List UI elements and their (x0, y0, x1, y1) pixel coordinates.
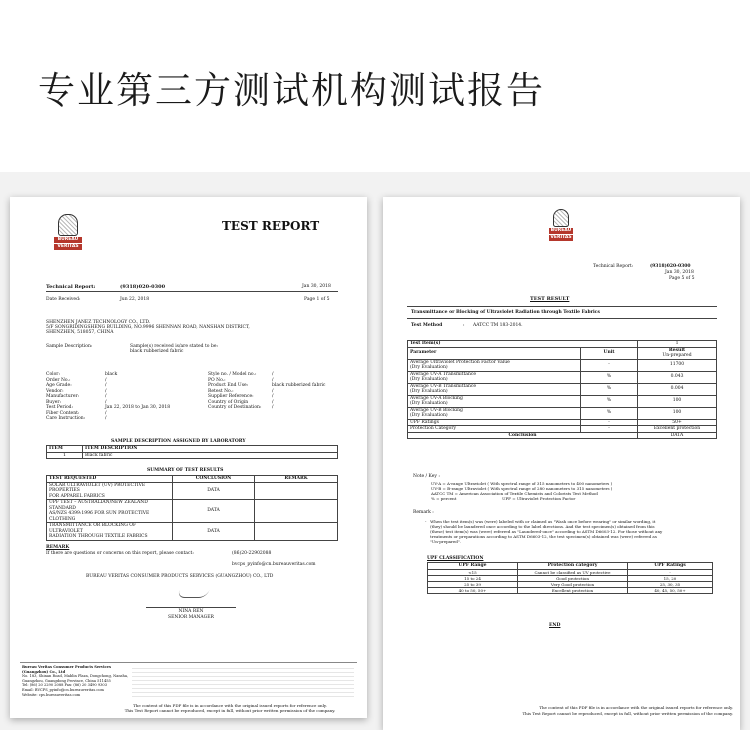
parameter-text: (Dry Evaluation) (410, 377, 448, 382)
note-line: AATCC TM = American Association of Textile Chemists and Colorists Test Method (431, 491, 598, 496)
field-value: / (272, 377, 274, 383)
unit-cell: % (581, 383, 638, 395)
report-date: Jan 30, 2018 (302, 284, 331, 289)
tech-report-number: (9318)020-0300 (120, 284, 166, 290)
upf-cell: 40, 45, 50, 50+ (628, 587, 713, 593)
upf-cell: 40 to 50, 50+ (428, 587, 518, 593)
sample-description-label: Sample Description: (46, 344, 93, 349)
upf-classification-table (427, 562, 713, 594)
test-method-sep: : (463, 323, 465, 328)
field-label: Test Period: (46, 405, 74, 410)
parameter-text: (Dry Evaluation) (410, 413, 448, 418)
unit-cell: % (581, 407, 638, 419)
section-title: Transmittance or Blocking of Ultraviolet Radiation through Textile Fabrics (411, 310, 600, 315)
field-value: / (105, 377, 107, 383)
date-received: Jun 22, 2018 (120, 297, 150, 302)
end-marker: END (549, 623, 561, 628)
unit-cell: % (581, 371, 638, 383)
parameter-text: Average UV-B Transmittance (410, 383, 477, 389)
summary-title: SUMMARY OF TEST RESULTS (147, 468, 224, 473)
table-row (428, 581, 713, 587)
note-line: UV-B = B-range Ultraviolet ( With spectral range of 280 nanometers to 315 nanometers ) (431, 486, 613, 491)
date-received-label: Date Received: (46, 297, 81, 302)
field-label: Style no. / Model no.: (208, 372, 257, 377)
report-title: TEST REPORT (222, 219, 320, 233)
address-line: Tel: (86) 20 2290 2088 Fax: (86) 20 3490 9303 (22, 683, 107, 688)
page-headline: 专业第三方测试机构测试报告 (38, 69, 545, 112)
field-label: Country of Destination: (208, 405, 262, 410)
remark-label: REMARK (46, 545, 70, 550)
test-result-title: TEST RESULT (530, 296, 570, 302)
sample-table (46, 445, 338, 459)
table-header-row: TEST REQUESTED CONCLUSION REMARK (47, 476, 338, 483)
client-name: SHENZHEN JANEZ TECHNOLOGY CO., LTD. (46, 320, 151, 325)
client-address-2: SHENZHEN, 518057, CHINA (46, 330, 114, 335)
upf-cell: 15 to 24 (428, 575, 518, 581)
report-date: Jan 30, 2018 (665, 270, 694, 275)
upf-cell: Very Good protection (518, 581, 628, 587)
parameter-text: Average Ultraviolet Protection Factor Value (410, 359, 510, 365)
remark-text: If there are questions or concerns on this report, please contact: (46, 551, 194, 556)
unit-cell: - (581, 359, 638, 371)
sample-description-value: black rubberized fabric (130, 349, 184, 354)
remark-line: (they) should be laundered once according to the label directions. And the test specimen(s) obtained from this (425, 524, 655, 529)
address-line: Bureau Veritas Consumer Products Services (22, 665, 111, 669)
signature (177, 590, 210, 598)
result-cell: 50+ (638, 419, 717, 426)
result-cell: 100 (638, 395, 717, 407)
parameter-text: Average UV-A Transmittance (410, 371, 477, 377)
field-value: / (272, 405, 274, 410)
footer-note-1: The content of this PDF file is in accordance with the original issued reports for reference only. (133, 703, 327, 708)
page-number: Page 5 of 5 (669, 276, 695, 281)
table-header-row: Parameter Unit Result Un-prepared (408, 347, 717, 359)
signer-name: NINA REN (178, 609, 204, 614)
test-report-page-5[interactable] (383, 197, 740, 730)
remark-label: Remark : (413, 510, 434, 515)
tech-report-label: Technical Report: (46, 284, 96, 290)
note-line: % = percent UPF = Ultraviolet Protection Factor (431, 496, 576, 501)
upf-cell: 25, 30, 35 (628, 581, 713, 587)
field-label: Care Instruction: (46, 416, 86, 421)
client-address-1: 5/F SONGRIDINGSHENG BUILDING, NO.9996 SHENNAN ROAD, NANSHAN DISTRICT, (46, 325, 250, 330)
contact-phone: (86)20-22902088 (232, 551, 272, 556)
parameter-text: (Dry Evaluation) (410, 389, 448, 394)
upf-cell: Good protection (518, 575, 628, 581)
table-row (428, 569, 713, 575)
address-line: Email: BVCPS_pyinfo@cn.bureauveritas.com (22, 688, 104, 692)
field-value: black (105, 372, 118, 377)
parameter-text: (Dry Evaluation) (410, 365, 448, 370)
field-label: Country of Origin (208, 399, 249, 405)
field-label: Buyer: (46, 399, 62, 405)
note-key-label: Note / Key : (413, 474, 440, 479)
field-value: / (105, 410, 107, 416)
upf-cell: Cannot be classified as UV protective (518, 569, 628, 575)
table-row (408, 407, 717, 419)
contact-email[interactable]: bvcps_pyinfo@cn.bureauveritas.com (232, 562, 316, 567)
footer-note-1: The content of this PDF file is in accordance with the original issued reports for reference only. (539, 705, 733, 710)
note-line: UV-A = A-range Ultraviolet ( With spectral range of 315 nanometers to 400 nanometers ) (431, 481, 613, 486)
parameter-text: Average UV-B Blocking (410, 407, 463, 413)
legal-fine-print (132, 665, 354, 697)
remark-line: (these) test item(s) was (were) referred as "Laundered-once" according to ASTM D6603-12. For those without any (425, 529, 663, 534)
table-row (428, 587, 713, 593)
field-value: / (272, 394, 274, 399)
remark-line: treatments or preparations according to ASTM D6603-12, the test specimen(s) obtained was (were) referred as (425, 534, 657, 539)
table-row: SOLAR ULTRAVIOLET (UV) PROTECTIVE PROPERTIES FOR APPAREL FABRICS DATA (47, 482, 338, 500)
parameter-text: Average UV-A Blocking (410, 395, 463, 401)
table-row: 1 Black fabric (47, 452, 338, 459)
result-cell: Excellent protection (638, 426, 717, 433)
upf-cell: - (628, 569, 713, 575)
unit-cell: % (581, 395, 638, 407)
table-row (408, 371, 717, 383)
table-header-row: Test Item(s) 1 (408, 341, 717, 348)
field-value: / (272, 388, 274, 394)
field-label: Retest No.: (208, 388, 234, 394)
bureau-veritas-logo: BUREAU VERITAS (549, 209, 573, 241)
uv-results-table (407, 340, 717, 439)
tech-report-label: Technical Report: (593, 264, 634, 269)
remark-line: - When the test item(s) was (were) labeled with or claimed as "Wash once before wearing" or similar wording, it (425, 519, 656, 524)
company-name: BUREAU VERITAS CONSUMER PRODUCTS SERVICES (GUANGZHOU) CO., LTD (86, 574, 274, 579)
parameter-text: (Dry Evaluation) (410, 401, 448, 406)
field-value: Jan 22, 2018 to Jan 30, 2018 (105, 405, 171, 410)
table-row (428, 575, 713, 581)
field-value: black rubberized fabric (272, 383, 326, 388)
field-value: / (272, 372, 274, 377)
address-line: (Guangzhou) Co., Ltd (22, 669, 66, 674)
result-cell: 0.043 (638, 371, 717, 383)
unit-cell: - (581, 419, 638, 426)
shield-icon (553, 209, 569, 227)
field-value: / (105, 388, 107, 394)
result-cell: 100 (638, 407, 717, 419)
field-label: Vendor: (46, 388, 64, 394)
field-label: Manufacturer: (46, 394, 80, 399)
field-value: / (105, 394, 107, 399)
upf-cell: 25 to 39 (428, 581, 518, 587)
bureau-veritas-logo: BUREAU VERITAS (54, 214, 82, 250)
result-cell: 11700 (638, 359, 717, 371)
table-row: TRANSMITTANCE OR BLOCKING OF ULTRAVIOLET RADIATION THROUGH TEXTILE FABRICS DATA (47, 523, 338, 541)
field-value: / (105, 399, 107, 405)
field-label: Product End Use: (208, 383, 249, 388)
test-report-page-1[interactable] (10, 197, 367, 718)
field-label: Color: (46, 372, 60, 377)
page-number: Page 1 of 5 (304, 297, 330, 302)
table-row (408, 395, 717, 407)
unit-cell: - (581, 426, 638, 433)
summary-table (46, 475, 338, 541)
signer-title: SENIOR MANAGER (168, 615, 214, 620)
parameter-text: UPF Ratings (410, 419, 439, 425)
shield-icon (58, 214, 78, 236)
address-line: No. 183, Shinan Road, Mablin Plaza, Dongchong, Nansha, (22, 674, 129, 679)
table-row: UPF TEST – AUSTRALIAN/NEW ZEALAND STANDARD AS/NZS 4399:1996 FOR SUN PROTECTIVE CLOTHING DATA (47, 500, 338, 523)
table-header-row: UPF Range Protection category UPF Ratings (428, 563, 713, 570)
footer-note-2: This Test Report cannot be reproduced, except in full, without prior written permission of the company. (522, 711, 733, 716)
test-method-label: Test Method (411, 323, 443, 328)
field-value: / (272, 399, 274, 405)
footer-note-2: This Test Report cannot be reproduced, except in full, without prior written permission of the company. (124, 708, 336, 713)
remark-line: "Un-prepared". (425, 539, 461, 544)
upf-cell: 15, 20 (628, 575, 713, 581)
field-label: Order No.: (46, 377, 71, 383)
field-value: / (105, 383, 107, 388)
address-line: Website: cps.bureauveritas.com (22, 692, 81, 697)
sample-table-title: SAMPLE DESCRIPTION ASSIGNED BY LABORATORY (111, 439, 246, 444)
field-label: PO No.: (208, 377, 226, 383)
address-line: Guangzhou, Guangdong Province, China 511455 (22, 678, 111, 683)
table-row (408, 359, 717, 371)
tech-report-number: (9318)020-0300 (650, 264, 691, 269)
test-method-value: AATCC TM 183-2014. (473, 323, 523, 328)
field-label: Fiber Content: (46, 410, 80, 416)
table-row (408, 383, 717, 395)
result-cell: 0.004 (638, 383, 717, 395)
upf-classification-title: UPF CLASSIFICATION (427, 556, 484, 561)
sample-description-text: Sample(s) received is/are stated to be: (130, 344, 219, 349)
parameter-text: Protection Category (410, 426, 457, 431)
field-label: Supplier Reference: (208, 394, 254, 399)
upf-cell: <15 (428, 569, 518, 575)
table-row: Conclusion DATA (408, 432, 717, 439)
table-header-row: ITEM ITEM DESCRIPTION (47, 446, 338, 453)
upf-cell: Excellent protection (518, 587, 628, 593)
field-value: / (105, 416, 107, 421)
field-label: Age Grade: (46, 383, 72, 388)
